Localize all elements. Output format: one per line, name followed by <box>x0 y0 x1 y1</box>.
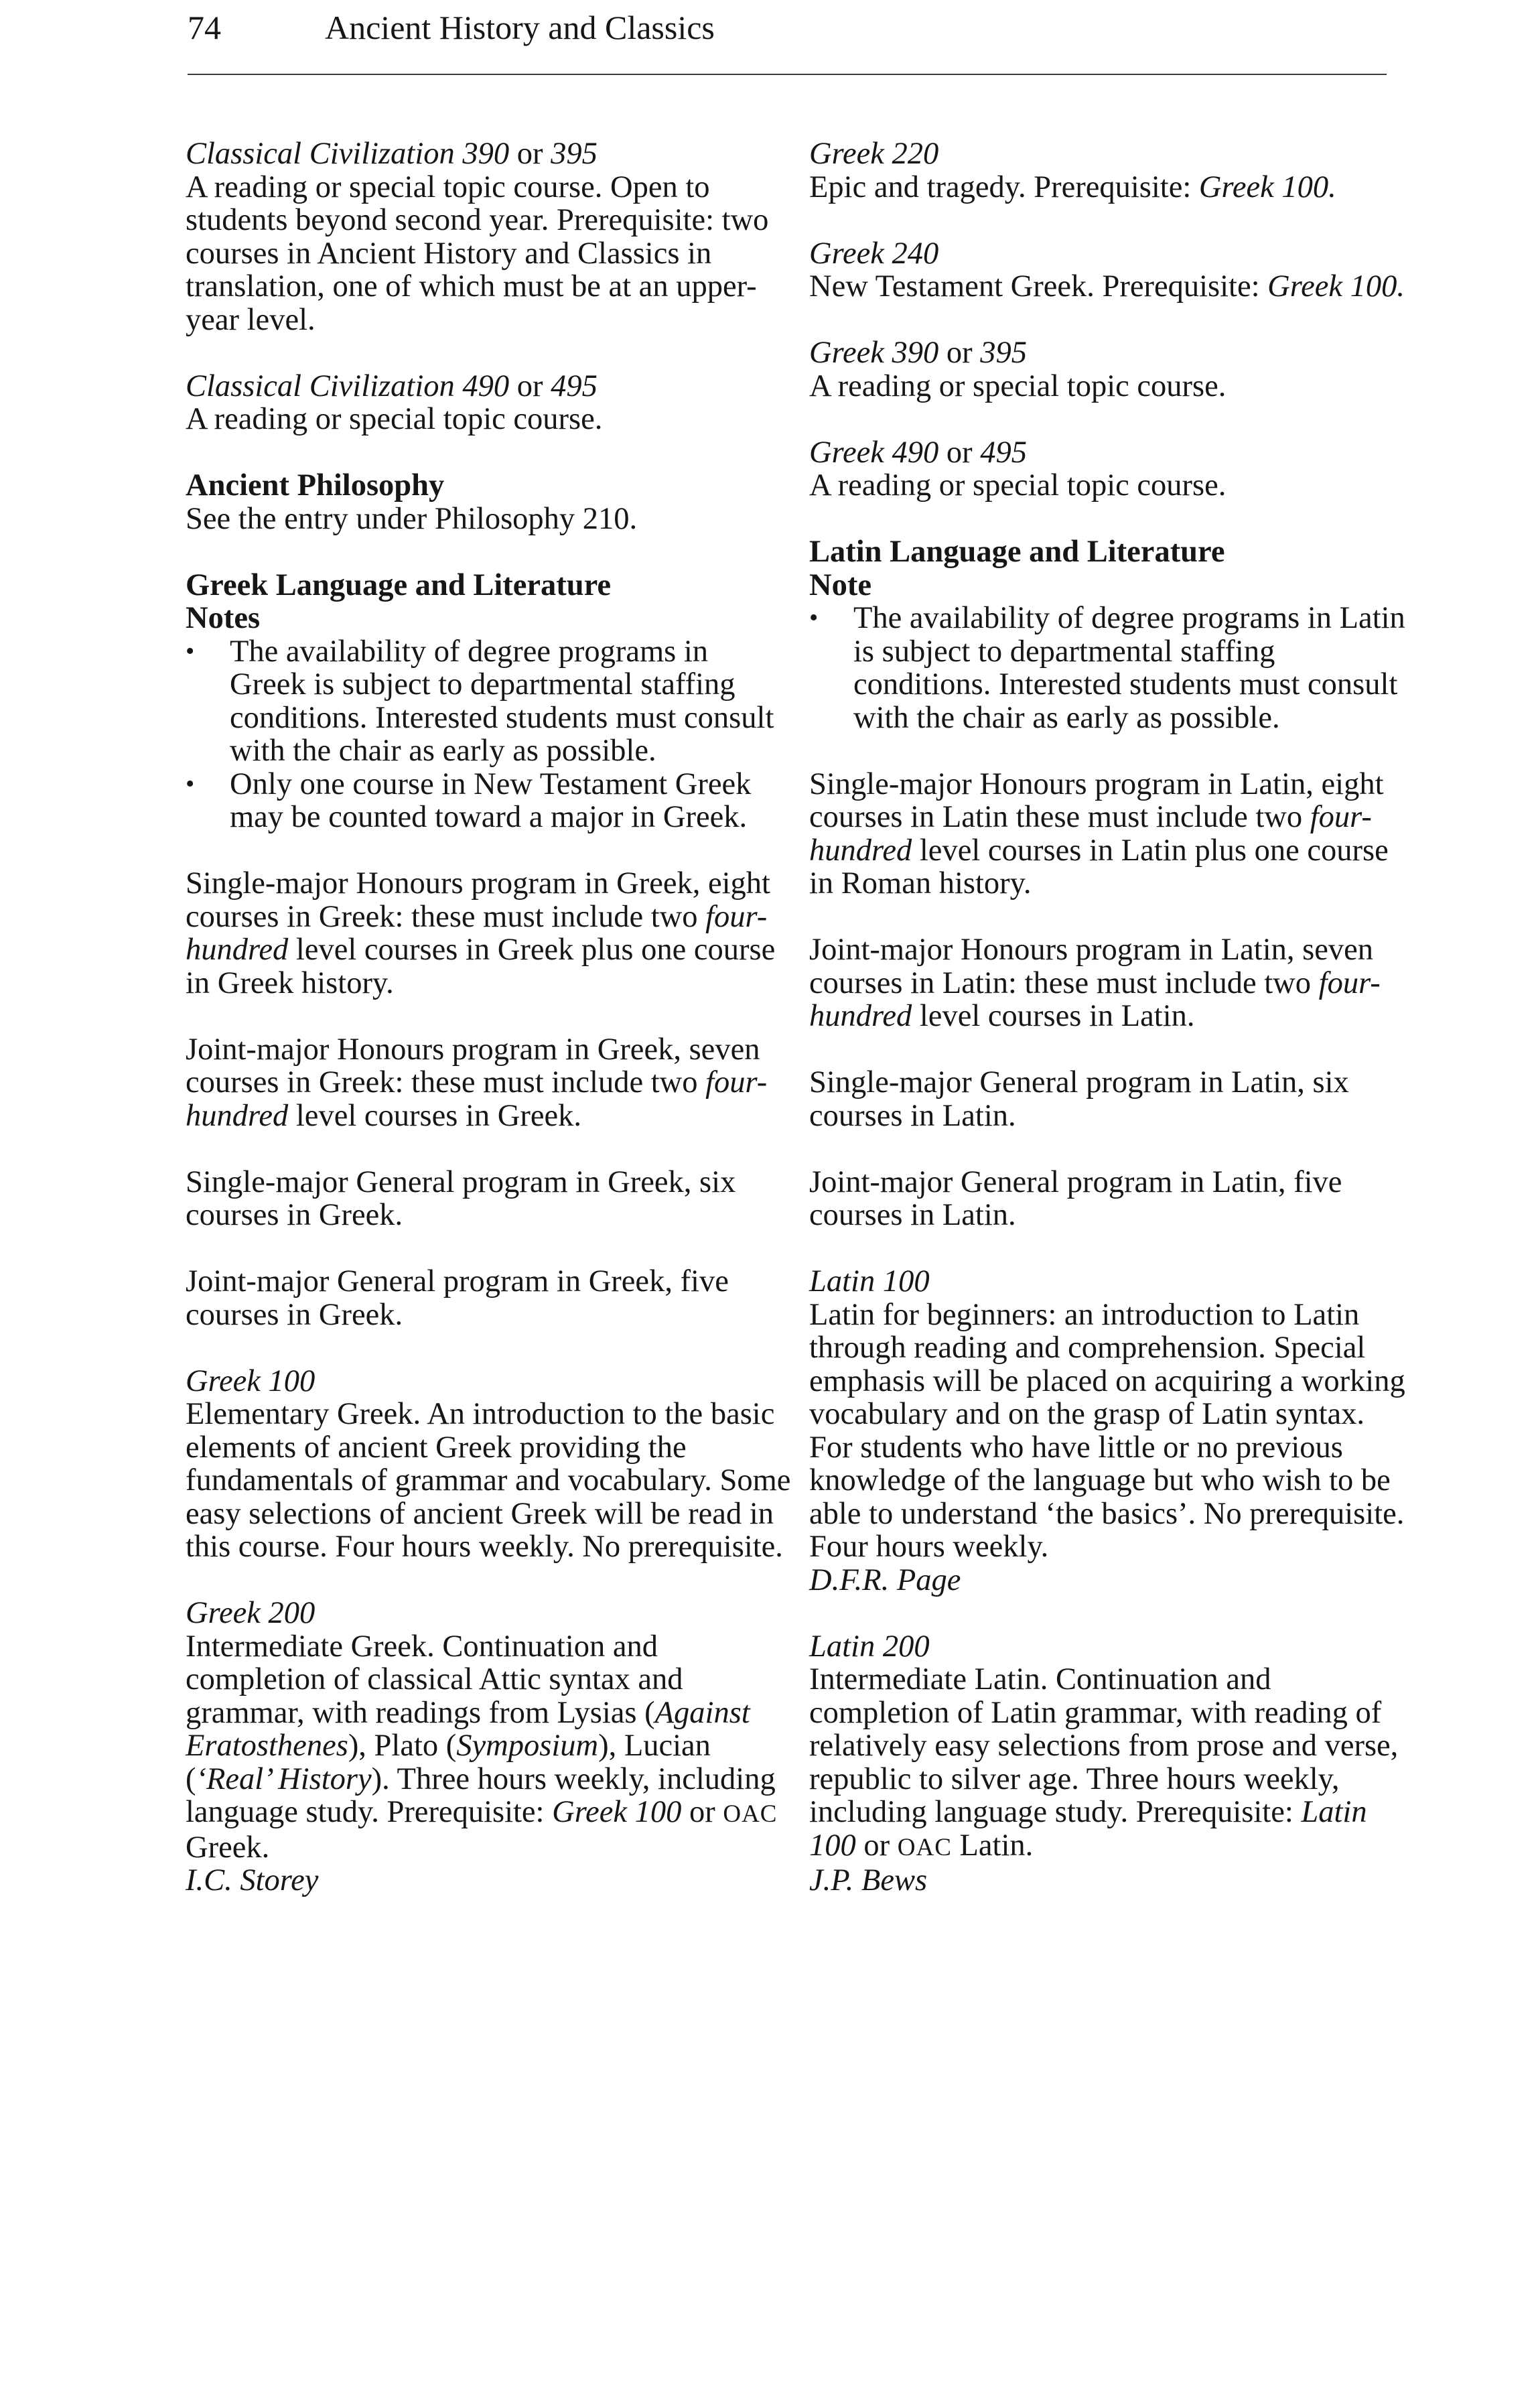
course-greek-200 <box>186 1597 792 1897</box>
course-code: Greek 390 or 395 <box>809 336 1027 370</box>
course-description: New Testament Greek. Prerequisite: Greek 100. <box>809 269 1405 304</box>
program-joint-major-honours-latin: Joint-major Honours program in Latin, seven courses in Latin: these must include two four-hundred level courses in Latin. <box>809 933 1381 1033</box>
instructor-name: D.F.R. Page <box>809 1562 961 1597</box>
running-header <box>188 4 1387 75</box>
section-heading: Ancient Philosophy <box>186 468 445 503</box>
running-title: Ancient History and Classics <box>325 9 715 46</box>
course-code: Latin 200 <box>809 1629 930 1664</box>
course-description: A reading or special topic course. <box>809 369 1227 403</box>
notes-list <box>186 635 792 834</box>
course-greek-490 <box>809 436 1415 503</box>
course-description: Intermediate Latin. Continuation and completion of Latin grammar, with reading of relatively easy selections from prose and verse, republic to silver age. Three hours weekly, including language study. Prerequisite: Latin 100 or OAC Latin. <box>809 1662 1399 1863</box>
notes-list <box>809 602 1415 734</box>
section-text: See the entry under Philosophy 210. <box>186 501 638 536</box>
course-latin-200 <box>809 1630 1415 1897</box>
course-code: Greek 240 <box>809 236 939 271</box>
course-code: Greek 100 <box>186 1363 316 1398</box>
instructor-name: I.C. Storey <box>186 1863 319 1897</box>
program-joint-major-general-greek: Joint-major General program in Greek, five courses in Greek. <box>186 1264 729 1332</box>
section-heading: Latin Language and Literature <box>809 535 1225 569</box>
left-column <box>186 137 792 1930</box>
course-greek-220 <box>809 137 1415 204</box>
section-heading: Greek Language and Literature <box>186 567 612 602</box>
course-code: Greek 200 <box>186 1596 316 1630</box>
program-single-major-general-greek: Single-major General program in Greek, six courses in Greek. <box>186 1164 736 1232</box>
course-code: Greek 490 or 495 <box>809 435 1027 470</box>
course-code: Classical Civilization 390 or 395 <box>186 137 598 171</box>
program-single-major-honours-greek: Single-major Honours program in Greek, eight courses in Greek: these must include two four-hundred level courses in Greek plus one course in Greek history. <box>186 866 776 1000</box>
program-single-major-honours-latin: Single-major Honours program in Latin, eight courses in Latin these must include two four-hundred level courses in Latin plus one course in Roman history. <box>809 766 1389 900</box>
course-description: A reading or special topic course. <box>809 468 1227 503</box>
course-greek-390 <box>809 336 1415 403</box>
page-number: 74 <box>188 9 221 46</box>
section-latin-language <box>809 535 1415 734</box>
course-description: A reading or special topic course. Open to students beyond second year. Prerequisite: two courses in Ancient History and Classics in translation, one of which must be at an upper-year level. <box>186 170 769 337</box>
course-latin-100 <box>809 1265 1415 1597</box>
right-column <box>809 137 1415 1930</box>
list-item: • The availability of degree programs in Latin is subject to departmental staffing conditions. Interested students must consult with the chair as early as possible. <box>809 602 1415 734</box>
list-item: • Only one course in New Testament Greek may be counted toward a major in Greek. <box>186 768 792 834</box>
course-code: Greek 220 <box>809 137 939 171</box>
course-code: Classical Civilization 490 or 495 <box>186 369 598 403</box>
program-single-major-general-latin: Single-major General program in Latin, six courses in Latin. <box>809 1065 1349 1133</box>
section-greek-language <box>186 569 792 834</box>
course-description: Elementary Greek. An introduction to the basic elements of ancient Greek providing the fundamentals of grammar and vocabulary. Some easy selections of ancient Greek will be read in this course. Four hours weekly. No prerequisite. <box>186 1397 791 1564</box>
course-description: Epic and tragedy. Prerequisite: Greek 100. <box>809 170 1336 204</box>
program-joint-major-honours-greek: Joint-major Honours program in Greek, seven courses in Greek: these must include two four-hundred level courses in Greek. <box>186 1032 768 1133</box>
course-description: Latin for beginners: an introduction to Latin through reading and comprehension. Special emphasis will be placed on acquiring a working vocabulary and on the grasp of Latin syntax. For students who have little or no previous knowledge of the language but who wish to be able to understand ‘the basics’. No prerequisite. Four hours weekly. <box>809 1297 1405 1564</box>
course-classical-civilization-390 <box>186 137 792 336</box>
course-classical-civilization-490 <box>186 370 792 436</box>
course-description: Intermediate Greek. Continuation and completion of classical Attic syntax and grammar, with readings from Lysias (Against Eratosthenes), Plato (Symposium), Lucian (‘Real’ History). Three hours weekly, including language study. Prerequisite: Greek 100 or OAC Greek. <box>186 1629 778 1865</box>
course-greek-240 <box>809 237 1415 304</box>
notes-label: Notes <box>186 601 261 635</box>
note-label: Note <box>809 567 871 602</box>
section-ancient-philosophy <box>186 469 792 535</box>
course-greek-100 <box>186 1365 792 1564</box>
program-joint-major-general-latin: Joint-major General program in Latin, five courses in Latin. <box>809 1164 1342 1232</box>
course-description: A reading or special topic course. <box>186 402 603 436</box>
list-item: • The availability of degree programs in Greek is subject to departmental staffing conditions. Interested students must consult with the chair as early as possible. <box>186 635 792 768</box>
instructor-name: J.P. Bews <box>809 1863 928 1897</box>
course-code: Latin 100 <box>809 1264 930 1298</box>
